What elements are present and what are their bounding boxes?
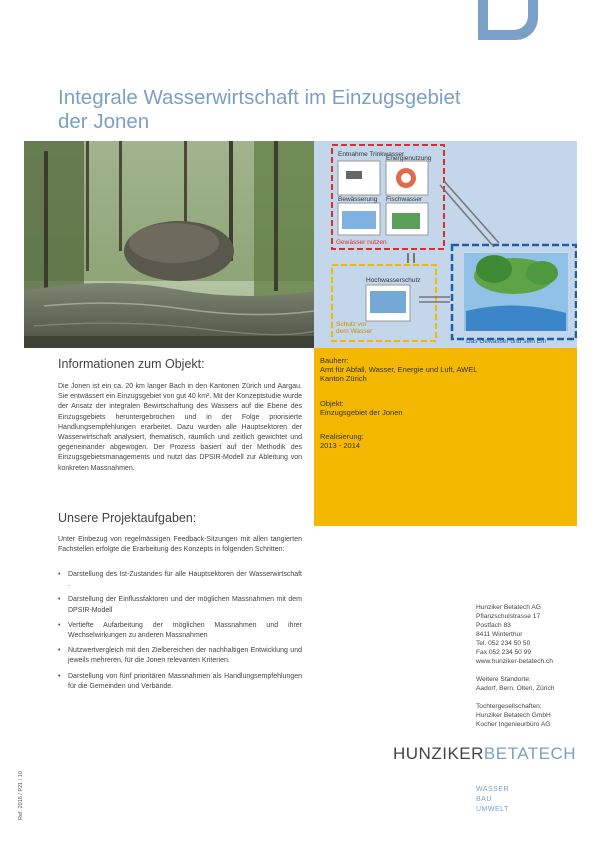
side-reference: Ref. 2016 / P21 / 10	[18, 771, 24, 820]
brand-part-1: HUNZIKER	[393, 744, 484, 763]
tasks-heading: Unsere Projektaufgaben:	[58, 511, 197, 525]
diagram-label-hochwasser: Hochwasserschutz	[366, 277, 421, 284]
address-fax: Fax 052 234 50 99	[476, 649, 531, 656]
objekt-label: Objekt:	[320, 399, 344, 408]
sites-label: Weitere Standorte:	[476, 676, 531, 683]
list-item: • Darstellung der Einflussfaktoren und der möglichen Massnahmen mit dem DPSIR-Modell	[58, 595, 302, 615]
subsidiary-2: Kocher Ingenieurbüro AG	[476, 721, 551, 728]
subsidiary-1: Hunziker Betatech GmbH	[476, 712, 551, 719]
list-item: • Nutzwertvergleich mit den Zielbereichen der nachhaltigen Entwicklung und jeweils mehreren, für die Jonen relevanten Kriterien.	[58, 646, 302, 666]
subsidiaries-label: Tochtergesellschaften:	[476, 703, 542, 710]
list-item: • Darstellung von fünf prioritären Massnahmen als Handlungsempfehlungen für die Gemeinden und Verbände.	[58, 672, 302, 692]
bauherr-value-1: Amt für Abfall, Wasser, Energie und Luft, AWEL	[320, 365, 478, 374]
page-title: Integrale Wasserwirtschaft im Einzugsgebiet der Jonen	[58, 86, 461, 133]
info-text: Die Jonen ist ein ca. 20 km langer Bach in den Kantonen Zürich und Aargau. Sie entwässert ein Einzugsgebiet von gut 40 km². Mit der Konzeptstudie wurde der Ansatz der integralen Bewirtschaftung des Wassers auf die Ebene des Einzugsgebiets heruntergebrochen und in der Folge priorisierte Handlungsempfehlungen erarbeitet. Dazu wurden alle Hauptsektoren der Wasserwirtschaft analysiert, thematisch, räumlich und zeitlich gewichtet und gegeneinander abgewogen. Der Prozess basiert auf der Methodik des Einzugsgebietsmanagements und nutzt das DPSIR-Modell zur Ableitung von konkreten Massnahmen.	[58, 383, 302, 472]
diagram-label-bewaesserung: Bewässerung	[338, 196, 378, 203]
objekt-value: Einzugsgebiet der Jonen	[320, 408, 403, 417]
dpsir-diagram	[314, 141, 577, 348]
address-city: 8411 Winterthur	[476, 631, 523, 638]
realisierung-value: 2013 - 2014	[320, 441, 361, 450]
bauherr-label: Bauherr:	[320, 356, 349, 365]
brand-logo	[393, 744, 576, 764]
address-street: Pflanzschulstrasse 17	[476, 613, 541, 620]
diagram-label-nutzen: Gewässer nutzen	[336, 239, 387, 246]
sites-value: Aadorf, Bern, Olten, Zürich	[476, 685, 555, 692]
list-item: • Darstellung des Ist-Zustandes für alle Hauptsektoren der Wasserwirtschaft .	[58, 570, 302, 590]
address-tel: Tel. 052 234 50 50	[476, 640, 531, 647]
diagram-label-energie: Energienutzung	[386, 155, 432, 162]
bauherr-value-2: Kanton Zürich	[320, 374, 367, 383]
address-postbox: Postfach 83	[476, 622, 511, 629]
tasks-list	[58, 570, 302, 697]
river-photo	[24, 141, 315, 348]
diagram-label-fischwasser: Fischwasser	[386, 196, 423, 203]
project-info-box	[314, 348, 577, 526]
realisierung-label: Realisierung:	[320, 432, 364, 441]
brand-part-2: BETATECH	[483, 744, 577, 763]
company-name: Hunziker Betatech AG	[476, 604, 541, 611]
tasks-intro: Unter Einbezug von regelmässigen Feedback-Sitzungen mit allen tangierten Fachstellen erfolgte die Erarbeitung des Konzepts in folgenden Schritten:	[58, 536, 302, 554]
company-website-link[interactable]: www.hunziker-betatech.ch	[476, 658, 553, 665]
diagram-label-gewaesser: Das Gewässer und sein Ein	[466, 338, 547, 345]
company-address	[476, 603, 586, 729]
diagram-label-entnahme: Entnahme Trinkwasser	[338, 151, 405, 158]
brand-tagline: WASSER BAU UMWELT	[476, 786, 510, 813]
info-heading: Informationen zum Objekt:	[58, 357, 205, 371]
diagram-label-schutz: Schutz vor dem Wasser	[336, 321, 373, 335]
list-item: • Vertiefte Aufarbeitung der möglichen Massnahmen und ihrer Wechselwirkungen zu anderen Massnahmen	[58, 621, 302, 641]
logo-shape	[478, 0, 538, 40]
